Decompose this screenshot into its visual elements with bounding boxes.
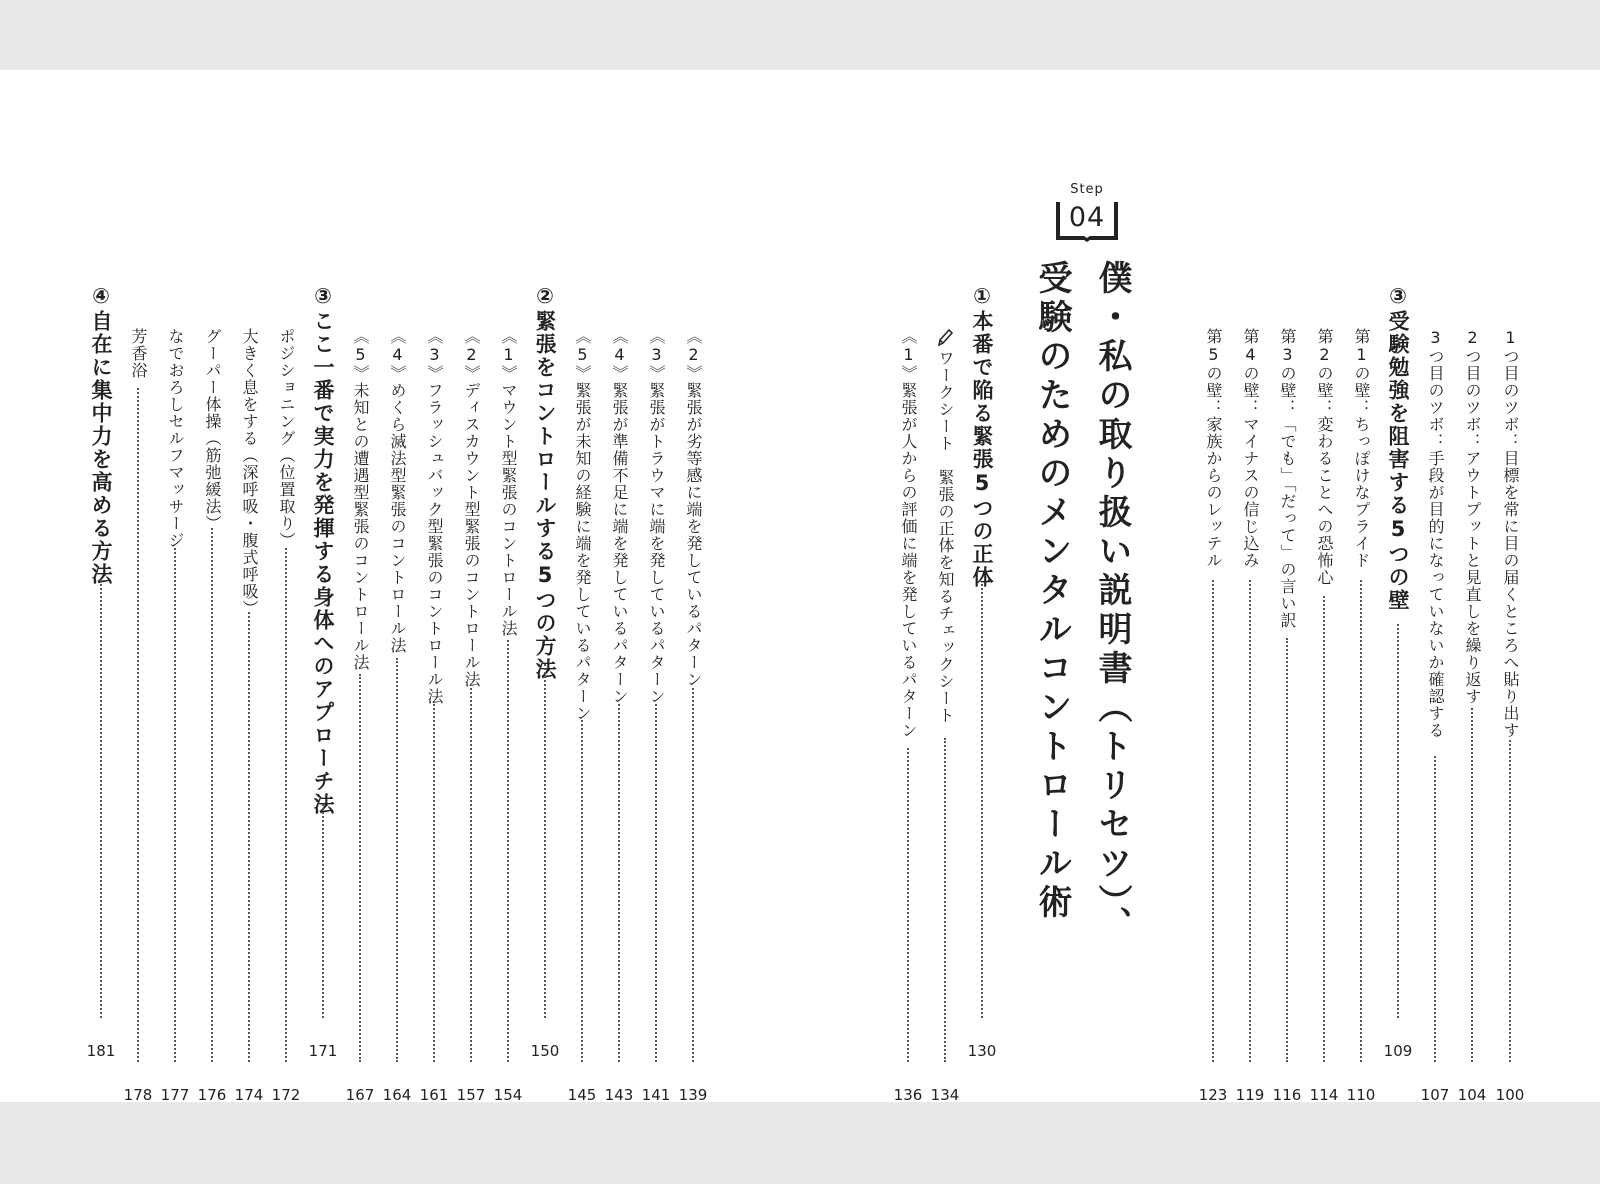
toc-entry-title: ポジショニング（位置取り） — [277, 328, 296, 549]
toc-page-number: 134 — [930, 1086, 960, 1104]
toc-entry[interactable] — [567, 328, 597, 1104]
toc-section-title: ③受験勉強を阻害する5つの壁 — [1386, 284, 1410, 612]
leader-dots — [1249, 580, 1251, 1062]
leader-dots — [1397, 624, 1399, 1018]
toc-page-number: 136 — [893, 1086, 923, 1104]
leader-dots — [322, 804, 324, 1018]
toc-section-entry[interactable] — [967, 284, 997, 1060]
toc-entry-title: グーパー体操（筋弛緩法） — [203, 328, 222, 532]
toc-entry[interactable] — [123, 328, 153, 1104]
leader-dots — [1509, 740, 1511, 1062]
toc-entry[interactable] — [1457, 328, 1487, 1104]
toc-entry-title: 《4》めくら滅法型緊張のコントロール法 — [388, 328, 407, 654]
toc-entry-title: 1つ目のツボ：目標を常に目の届くところへ貼り出す — [1501, 328, 1520, 739]
toc-page-number: 123 — [1198, 1086, 1228, 1104]
toc-page-number: 154 — [493, 1086, 523, 1104]
toc-entry-title: 《2》ディスカウント型緊張のコントロール法 — [462, 328, 481, 688]
toc-entry[interactable] — [1272, 328, 1302, 1104]
leader-dots — [507, 640, 509, 1062]
toc-entry[interactable] — [160, 328, 190, 1104]
leader-dots — [470, 688, 472, 1062]
leader-dots — [248, 612, 250, 1062]
leader-dots — [137, 388, 139, 1062]
toc-section-entry[interactable] — [1383, 284, 1413, 1060]
toc-section-title: ③ここ一番で実力を発揮する身体へのアプローチ法 — [311, 284, 335, 816]
leader-dots — [1471, 708, 1473, 1062]
toc-section-entry[interactable] — [530, 284, 560, 1060]
toc-entry[interactable] — [893, 328, 923, 1104]
toc-page-number: 181 — [86, 1042, 116, 1060]
toc-page-number: 174 — [234, 1086, 264, 1104]
toc-entry[interactable] — [493, 328, 523, 1104]
toc-spread — [0, 70, 1600, 1102]
leader-dots — [359, 674, 361, 1062]
toc-page-number: 114 — [1309, 1086, 1339, 1104]
leader-dots — [581, 720, 583, 1062]
toc-entry-title: 《5》緊張が未知の経験に端を発しているパターン — [573, 328, 592, 722]
toc-section-entry[interactable] — [308, 284, 338, 1060]
chapter-title-line-2: 受験のためのメンタルコントロール術 — [1032, 260, 1072, 923]
toc-page-number: 172 — [271, 1086, 301, 1104]
leader-dots — [907, 748, 909, 1062]
toc-entry-title: 《2》緊張が劣等感に端を発しているパターン — [684, 328, 703, 688]
leader-dots — [1360, 580, 1362, 1062]
toc-entry[interactable] — [345, 328, 375, 1104]
toc-entry-title: 第5の壁：家族からのレッテル — [1204, 328, 1223, 569]
toc-entry[interactable] — [419, 328, 449, 1104]
leader-dots — [211, 528, 213, 1062]
toc-section-entry[interactable] — [86, 284, 116, 1060]
toc-entry-title: 《1》マウント型緊張のコントロール法 — [499, 328, 518, 637]
leader-dots — [655, 704, 657, 1062]
leader-dots — [692, 688, 694, 1062]
toc-entry-title: 《3》フラッシュバック型緊張のコントロール法 — [425, 328, 444, 705]
leader-dots — [1323, 596, 1325, 1062]
toc-page-number: 104 — [1457, 1086, 1487, 1104]
toc-entry-title: 第2の壁：変わることへの恐怖心 — [1315, 328, 1334, 586]
toc-entry[interactable] — [1309, 328, 1339, 1104]
leader-dots — [100, 580, 102, 1018]
toc-entry[interactable] — [1346, 328, 1376, 1104]
toc-page-number: 145 — [567, 1086, 597, 1104]
toc-page-number: 167 — [345, 1086, 375, 1104]
toc-page-number: 176 — [197, 1086, 227, 1104]
step-number: 04 — [1068, 202, 1106, 233]
toc-page-number: 130 — [967, 1042, 997, 1060]
toc-page-number: 141 — [641, 1086, 671, 1104]
toc-page-number: 139 — [678, 1086, 708, 1104]
toc-page-number: 178 — [123, 1086, 153, 1104]
toc-section-title: ②緊張をコントロールする5つの方法 — [533, 284, 557, 681]
toc-entry[interactable] — [1235, 328, 1265, 1104]
toc-entry[interactable] — [382, 328, 412, 1104]
toc-page-number: 110 — [1346, 1086, 1376, 1104]
toc-entry-title: なでおろしセルフマッサージ — [166, 328, 185, 549]
toc-page-number: 107 — [1420, 1086, 1450, 1104]
toc-entry-title: 《5》未知との遭遇型緊張のコントロール法 — [351, 328, 370, 671]
toc-entry-worksheet[interactable] — [930, 328, 960, 1104]
toc-entry-title: 第1の壁：ちっぽけなプライド — [1352, 328, 1371, 569]
toc-entry[interactable] — [271, 328, 301, 1104]
leader-dots — [1212, 580, 1214, 1062]
toc-page-number: 100 — [1495, 1086, 1525, 1104]
leader-dots — [433, 704, 435, 1062]
toc-entry[interactable] — [1420, 328, 1450, 1104]
step-badge — [1050, 182, 1124, 248]
toc-entry-title: ワークシート 緊張の正体を知るチェックシート — [936, 350, 955, 724]
toc-entry-title: 《4》緊張が準備不足に端を発しているパターン — [610, 328, 629, 705]
toc-entry-title: 《3》緊張がトラウマに端を発しているパターン — [647, 328, 666, 705]
leader-dots — [1434, 756, 1436, 1062]
leader-dots — [396, 658, 398, 1062]
toc-entry-title: 《1》緊張が人からの評価に端を発しているパターン — [899, 328, 918, 739]
toc-page-number: 164 — [382, 1086, 412, 1104]
toc-page-number: 157 — [456, 1086, 486, 1104]
toc-page-number: 177 — [160, 1086, 190, 1104]
toc-page-number: 116 — [1272, 1086, 1302, 1104]
toc-section-title: ④自在に集中力を高める方法 — [89, 284, 113, 586]
leader-dots — [944, 738, 946, 1062]
toc-page-number: 161 — [419, 1086, 449, 1104]
toc-entry[interactable] — [1495, 328, 1525, 1104]
leader-dots — [285, 548, 287, 1062]
toc-entry[interactable] — [604, 328, 634, 1104]
toc-entry-title: 3つ目のツボ：手段が目的になっていないか確認する — [1426, 328, 1445, 739]
leader-dots — [618, 704, 620, 1062]
toc-entry-title: 第3の壁：「でも」「だって」の言い訳 — [1278, 328, 1297, 629]
leader-dots — [544, 664, 546, 1018]
toc-entry[interactable] — [234, 328, 264, 1104]
toc-entry-title: 芳香浴 — [129, 328, 148, 379]
toc-page-number: 150 — [530, 1042, 560, 1060]
toc-entry-title: 2つ目のツボ：アウトプットと見直しを繰り返す — [1463, 328, 1482, 705]
toc-entry[interactable] — [197, 328, 227, 1104]
leader-dots — [1286, 638, 1288, 1062]
chapter-title-line-1: 僕・私の取り扱い説明書（トリセツ）、 — [1092, 260, 1132, 945]
toc-page-number: 109 — [1383, 1042, 1413, 1060]
step-label: Step — [1070, 182, 1104, 197]
leader-dots — [981, 584, 983, 1018]
toc-entry-title: 大きく息をする（深呼吸・腹式呼吸） — [240, 328, 259, 617]
pencil-icon — [936, 328, 954, 348]
leader-dots — [174, 548, 176, 1062]
toc-section-title: ①本番で陥る緊張5つの正体 — [970, 284, 994, 589]
toc-entry[interactable] — [456, 328, 486, 1104]
toc-entry[interactable] — [1198, 328, 1228, 1104]
toc-entry[interactable] — [678, 328, 708, 1104]
toc-entry-title: 第4の壁：マイナスの信じ込み — [1241, 328, 1260, 569]
toc-page-number: 119 — [1235, 1086, 1265, 1104]
toc-page-number: 143 — [604, 1086, 634, 1104]
toc-page-number: 171 — [308, 1042, 338, 1060]
toc-entry[interactable] — [641, 328, 671, 1104]
